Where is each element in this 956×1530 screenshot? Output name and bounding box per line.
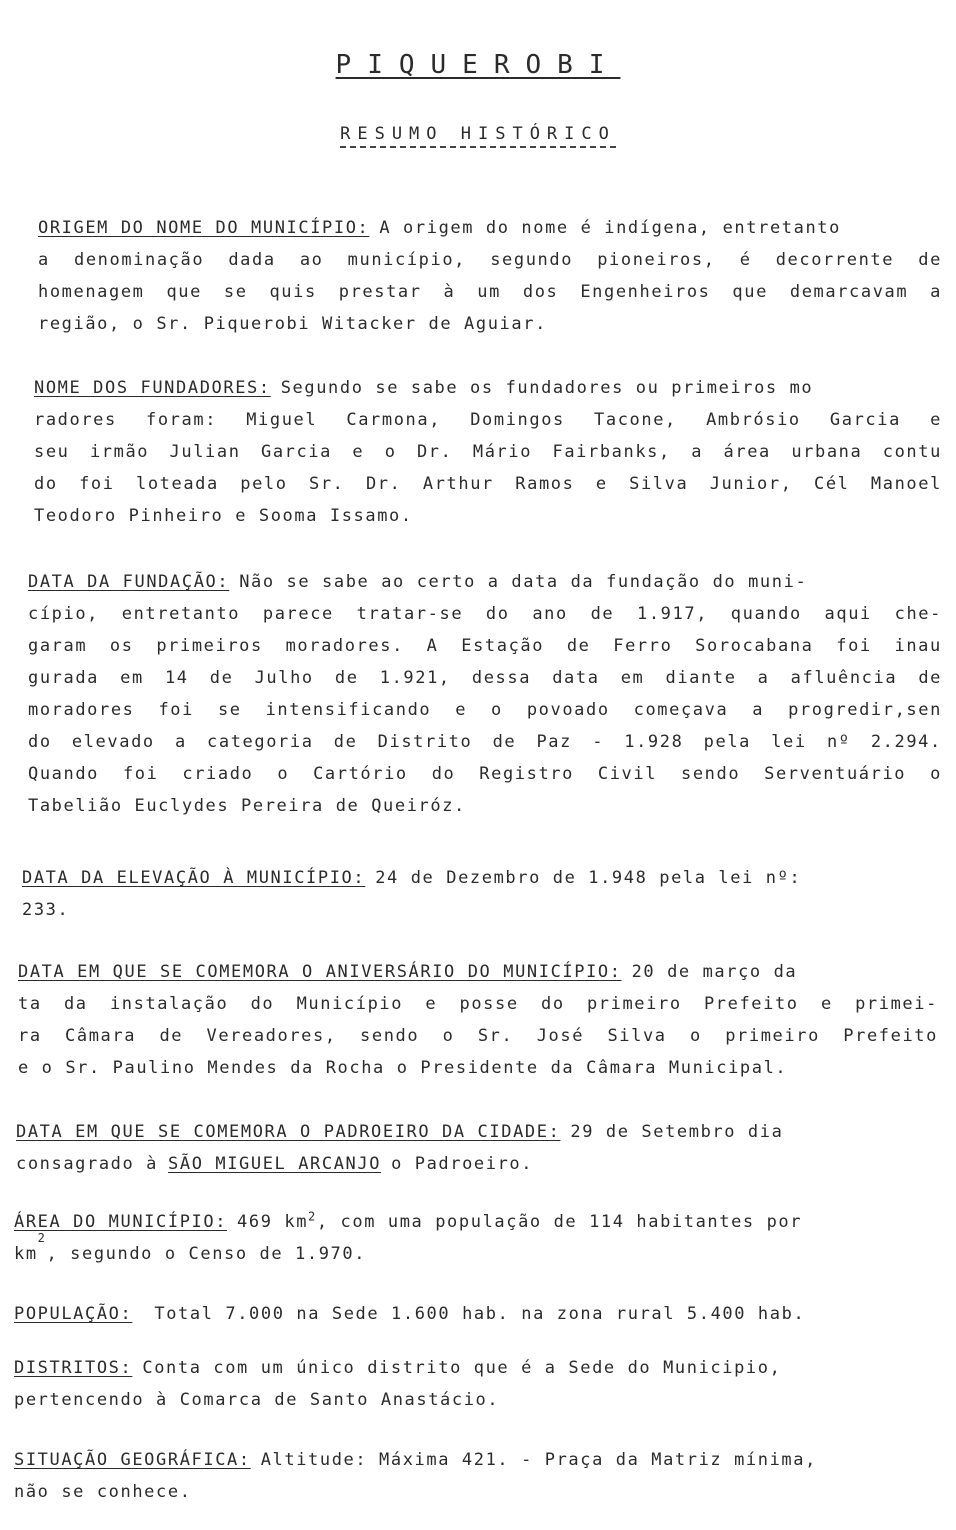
word: a [930, 282, 942, 302]
word: Miguel [246, 410, 318, 430]
word: inau [894, 636, 942, 656]
word: da [63, 994, 88, 1014]
word: Garcia [260, 442, 332, 462]
section-label: DATA DA ELEVAÇÃO À MUNICÍPIO: [22, 868, 366, 888]
word: Sr. [309, 474, 345, 494]
word: Dr. [416, 442, 453, 462]
section-padroeiro [16, 1116, 934, 1180]
word: a [174, 732, 187, 752]
word: prestar [338, 282, 422, 302]
word: seu [34, 442, 70, 462]
word: Domingos [470, 410, 565, 430]
word: área [723, 442, 771, 462]
word: Silva [629, 474, 689, 494]
word: José [536, 1026, 585, 1046]
superscript: 2 [308, 1209, 317, 1224]
word: Silva [607, 1026, 667, 1046]
word: 1.917, [637, 604, 709, 624]
word: pioneiros, [597, 250, 716, 270]
word: ta [18, 994, 42, 1014]
section-fundacao [28, 566, 942, 822]
word: decorrente [775, 250, 895, 270]
section-text: A origem do nome é indígena, entretanto [379, 218, 841, 238]
section-text [34, 404, 942, 436]
word: Sorocabana [695, 636, 814, 656]
word: Quando [28, 764, 100, 784]
word: Dr. [365, 474, 402, 494]
word: loteada [136, 474, 219, 494]
section-text [28, 662, 942, 694]
word: se [217, 700, 242, 720]
word: Distrito [377, 732, 473, 752]
word: progredir,sen [788, 700, 942, 720]
section-text: 233. [22, 900, 70, 920]
word: nº [826, 732, 851, 752]
word: à [443, 282, 456, 302]
word: primeiros [156, 636, 263, 656]
word: de [918, 668, 942, 688]
word: foi [836, 636, 872, 656]
word: criado [182, 764, 254, 784]
section-situacao [14, 1444, 930, 1508]
word: Prefeito [703, 994, 799, 1014]
word: irmão [89, 442, 150, 462]
section-text [38, 244, 942, 276]
word: de [334, 668, 359, 688]
word: e [352, 442, 365, 462]
word: Registro [479, 764, 574, 784]
section-text: km [14, 1244, 38, 1264]
section-text: , com uma população de 114 habitantes por [316, 1212, 803, 1232]
section-text [18, 1020, 938, 1052]
word: do [28, 732, 52, 752]
word: Cél [813, 474, 850, 494]
section-label: DISTRITOS: [14, 1358, 133, 1378]
word: pela [703, 732, 751, 752]
word: a [38, 250, 50, 270]
word: elevado [71, 732, 155, 752]
section-text: o Padroeiro. [391, 1154, 534, 1174]
word: parece [262, 604, 334, 624]
section-text [28, 630, 942, 662]
word: do [541, 994, 565, 1014]
section-origem [38, 212, 942, 340]
word: Ambrósio [706, 410, 801, 430]
word: começava [633, 700, 729, 720]
word: Município [296, 994, 404, 1014]
word: sendo [360, 1026, 420, 1046]
section-text [18, 988, 938, 1020]
word: ano [532, 604, 568, 624]
subtitle-text: RESUMO HISTÓRICO [340, 124, 616, 148]
word: o [442, 1026, 455, 1046]
section-label: ÁREA DO MUNICÍPIO: [14, 1212, 228, 1232]
word: em [620, 668, 645, 688]
word: Serventuário [764, 764, 907, 784]
word: quis [269, 282, 317, 302]
section-text: 24 de Dezembro de 1.948 pela lei nº: [375, 868, 802, 888]
word: aqui [824, 604, 872, 624]
word: categoria [207, 732, 314, 752]
word: gurada [28, 668, 100, 688]
word: sendo [681, 764, 741, 784]
section-label: DATA EM QUE SE COMEMORA O PADROEIRO DA CIDADE: [16, 1122, 561, 1142]
superscript: 2 [37, 1231, 47, 1245]
section-text: Altitude: Máxima 421. - Praça da Matriz mínima, [260, 1450, 817, 1470]
page-title: PIQUEROBI [335, 50, 621, 80]
section-distritos [14, 1352, 930, 1416]
word: a [691, 442, 704, 462]
word: o [277, 764, 290, 784]
word: 2.294. [870, 732, 942, 752]
section-label: ORIGEM DO NOME DO MUNICÍPIO: [38, 218, 370, 238]
word: primeiro [586, 994, 682, 1014]
section-text [28, 598, 942, 630]
word: homenagem [38, 282, 145, 302]
word: primei- [855, 994, 938, 1014]
word: município, [347, 250, 467, 270]
word: do [34, 474, 58, 494]
word: urbana [791, 442, 863, 462]
word: foi [122, 764, 159, 784]
word: os [109, 636, 134, 656]
word: data [552, 668, 600, 688]
word: de [918, 250, 942, 270]
word: dada [228, 250, 276, 270]
word: moradores [28, 700, 135, 720]
word: que [166, 282, 202, 302]
word: ra [18, 1026, 42, 1046]
word: entretanto [121, 604, 241, 624]
word: Sr. [477, 1026, 514, 1046]
section-text: não se conhece. [14, 1482, 192, 1502]
word: e [595, 474, 608, 494]
word: afluência [790, 668, 898, 688]
section-text [28, 694, 942, 726]
section-text: e o Sr. Paulino Mendes da Rocha o Presidente da Câmara Municipal. [18, 1058, 788, 1078]
word: e [425, 994, 438, 1014]
word: quando [730, 604, 802, 624]
word: Junior, [709, 474, 793, 494]
word: Fairbanks, [552, 442, 671, 462]
section-text [34, 468, 942, 500]
word: dessa [471, 668, 532, 688]
word: radores [34, 410, 117, 430]
section-text: 29 de Setembro dia [570, 1122, 784, 1142]
word: Engenheiros [580, 282, 711, 302]
word: demarcavam [789, 282, 909, 302]
word: Garcia [829, 410, 901, 430]
word: 1.928 [624, 732, 684, 752]
word: foi [158, 700, 194, 720]
word: de [209, 668, 234, 688]
word: Ferro [613, 636, 673, 656]
section-text: 469 km [237, 1212, 309, 1232]
section-text: 20 de março da [631, 962, 798, 982]
word: dos [522, 282, 559, 302]
section-text: Conta com um único distrito que é a Sede do Municipio, [142, 1358, 782, 1378]
section-fundadores [34, 372, 942, 532]
word: intensificando [265, 700, 432, 720]
word: em [120, 668, 144, 688]
word: povoado [526, 700, 610, 720]
word: Julian [169, 442, 241, 462]
word: Manoel [870, 474, 942, 494]
word: do [485, 604, 510, 624]
section-text: pertencendo à Comarca de Santo Anastácio. [14, 1390, 500, 1410]
word: é [739, 250, 752, 270]
word: a [752, 700, 765, 720]
section-aniversario [18, 956, 938, 1084]
word: tratar-se [356, 604, 464, 624]
word: e [455, 700, 468, 720]
word: Cartório [313, 764, 408, 784]
section-text: Teodoro Pinheiro e Sooma Issamo. [34, 506, 413, 526]
word: Câmara [65, 1026, 137, 1046]
word: posse [459, 994, 519, 1014]
word: de [566, 636, 591, 656]
section-label: DATA EM QUE SE COMEMORA O ANIVERSÁRIO DO MUNICÍPIO: [18, 962, 622, 982]
word: de [492, 732, 517, 752]
word: pelo [240, 474, 288, 494]
section-text: Segundo se sabe os fundadores ou primeiros mo [280, 378, 814, 398]
word: do [431, 764, 456, 784]
section-text: Total 7.000 na Sede 1.600 hab. na zona rural 5.400 hab. [154, 1304, 806, 1324]
word: Carmona, [346, 410, 442, 430]
word: segundo [490, 250, 574, 270]
section-label: DATA DA FUNDAÇÃO: [28, 572, 230, 592]
section-text [34, 436, 942, 468]
word: primeiro [725, 1026, 820, 1046]
word: foi [79, 474, 115, 494]
word: Tacone, [594, 410, 677, 430]
section-text: Tabelião Euclydes Pereira de Queiróz. [28, 796, 466, 816]
section-text: , segundo o Censo de 1.970. [46, 1244, 367, 1264]
word: Vereadores, [206, 1026, 337, 1046]
word: che- [894, 604, 942, 624]
word: Mário [472, 442, 533, 462]
section-text: Não se sabe ao certo a data da fundação do muni- [239, 572, 808, 592]
word: Paz [536, 732, 572, 752]
word: se [223, 282, 248, 302]
section-text [28, 758, 942, 790]
word: garam [28, 636, 88, 656]
word: 1.921, [379, 668, 451, 688]
section-populacao [14, 1298, 934, 1330]
word: cípio, [28, 604, 100, 624]
word: A [426, 636, 439, 656]
word: lei [771, 732, 807, 752]
word: moradores. [285, 636, 404, 656]
section-text [28, 726, 942, 758]
word: Prefeito [843, 1026, 938, 1046]
section-text [38, 276, 942, 308]
word: o [491, 700, 503, 720]
section-label: NOME DOS FUNDADORES: [34, 378, 271, 398]
word: o [690, 1026, 702, 1046]
section-elevacao [22, 862, 938, 926]
word: de [590, 604, 615, 624]
word: Julho [254, 668, 314, 688]
word: e [930, 410, 942, 430]
word: instalação [109, 994, 229, 1014]
word: e [820, 994, 833, 1014]
word: Arthur [422, 474, 494, 494]
word: Civil [597, 764, 658, 784]
word: contu [882, 442, 942, 462]
word: foram: [146, 410, 218, 430]
section-text: consagrado à [16, 1154, 159, 1174]
saint-name: SÃO MIGUEL ARCANJO [168, 1154, 382, 1174]
section-text: região, o Sr. Piquerobi Witacker de Aguiar. [38, 314, 547, 334]
section-label: POPULAÇÃO: [14, 1304, 133, 1324]
word: o [384, 442, 397, 462]
word: um [477, 282, 501, 302]
word: Estação [461, 636, 545, 656]
word: diante [665, 668, 737, 688]
word: do [250, 994, 275, 1014]
page-subtitle [0, 124, 956, 144]
word: que [732, 282, 768, 302]
section-label: SITUAÇÃO GEOGRÁFICA: [14, 1450, 251, 1470]
word: de [333, 732, 358, 752]
word: 14 [164, 668, 189, 688]
word: denominação [74, 250, 205, 270]
word: ao [299, 250, 324, 270]
section-area [14, 1206, 934, 1270]
word: Ramos [515, 474, 575, 494]
word: a [757, 668, 770, 688]
word: de [159, 1026, 184, 1046]
word: o [930, 764, 942, 784]
word: - [592, 732, 605, 752]
